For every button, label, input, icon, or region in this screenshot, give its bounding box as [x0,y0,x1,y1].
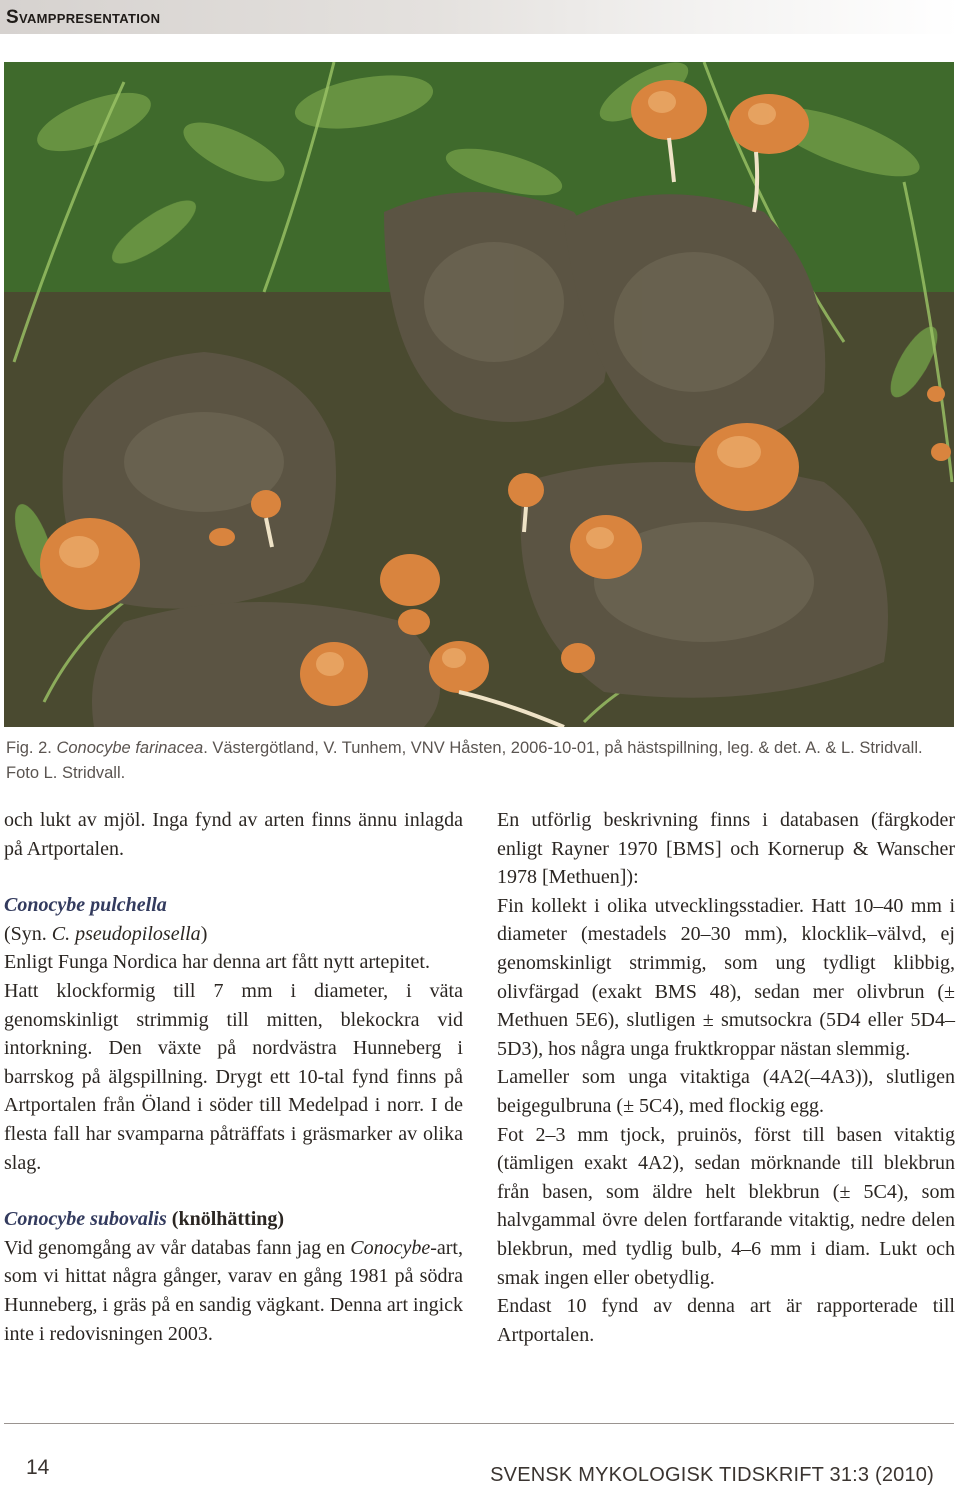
synonym-name: C. pseudopilosella [51,922,201,945]
paragraph-text: Vid genomgång av vår databas fann jag en [4,1236,351,1259]
figure-caption [6,736,956,786]
paragraph-gap [4,1177,463,1205]
synonym-close: ) [200,922,208,945]
species-heading-subovalis: Conocybe subovalis [4,1208,167,1231]
right-paragraph-3: Lameller som unga vitaktiga (4A2(–4A3)), slutligen beigegulbruna (± 5C4), med flockig egg. [497,1066,955,1117]
genus-name: Conocybe [350,1236,431,1259]
synonym-open: (Syn. [4,922,52,945]
right-paragraph-5: Endast 10 fynd av denna art är rapporterade till Artportalen. [497,1295,955,1346]
species-heading-pulchella: Conocybe pulchella [4,894,167,917]
common-name: (knölhätting) [166,1208,285,1231]
caption-rest: . Västergötland, V. Tunhem, VNV Håsten, 2006-10-01, på hästspillning, leg. & det. A. & L. Stridvall. Foto L. Stridvall. [6,739,923,782]
paragraph-gap [4,863,463,891]
right-paragraph-4: Fot 2–3 mm tjock, pruinös, först till basen vitaktig (tämligen exakt 4A2), sedan mörknande till blekbrun från basen, som äldre helt blekbrun (± 5C4), som halvgammal övre delen fortfarande vitaktig, nedre delen blekbrun, med tydlig bulb, 4–6 mm i diam. Lukt och smak ingen eller obetydlig. [497,1123,955,1289]
right-paragraph-2: Fin kollekt i olika utvecklingsstadier. Hatt 10–40 mm i diameter (mestadels 20–30 mm), klocklik–välvd, ej genomskinligt strimmig, som ung tydligt klibbig, olivfärgad (exakt BMS 48), sedan mer olivbrun (± Methuen 5E6), slutligen ± smutsockra (5D4 eller 5D4–5D3), hos några unga fruktkroppar nästan slemmig. [497,894,955,1060]
left-paragraph-4 [4,1234,463,1348]
paragraph-text: -art, som vi hittat några gånger, varav en gång 1981 på södra Hunneberg, i gräs på en sandig vägkant. Denna art ingick inte i redovisningen 2003. [4,1236,463,1345]
left-paragraph-2: Enligt Funga Nordica har denna art fått nytt artepitet. [4,951,430,974]
right-paragraph-1: En utförlig beskrivning finns i databasen (färgkoder enligt Rayner 1970 [BMS] och Kornerup & Wanscher 1978 [Methuen]): [497,809,955,889]
page-number: 14 [26,1456,50,1479]
section-title: Svamppresentation [6,7,161,28]
synonym-line [4,920,463,949]
right-column [497,806,955,1349]
left-column [4,806,463,1348]
left-paragraph-3: Hatt klockformig till 7 mm i diameter, i väta genomskinligt strimmig till mitten, blekockra vid intorkning. Den växte på nordvästra Hunneberg i barrskog på älgspillning. Drygt ett 10-tal fynd finns på Artportalen från Öland i söder till Medelpad i norr. I de flesta fall har svamparna påträffats i gräsmarker av olika slag. [4,979,463,1174]
left-paragraph-1: och lukt av mjöl. Inga fynd av arten finns ännu inlagda på Artportalen. [4,809,463,860]
caption-prefix: Fig. 2. [6,739,57,757]
footer-rule [4,1423,954,1424]
mushroom-photo [4,62,954,727]
journal-name: SVENSK MYKOLOGISK TIDSKRIFT 31:3 (2010) [490,1464,934,1486]
caption-species: Conocybe farinacea [56,739,204,757]
